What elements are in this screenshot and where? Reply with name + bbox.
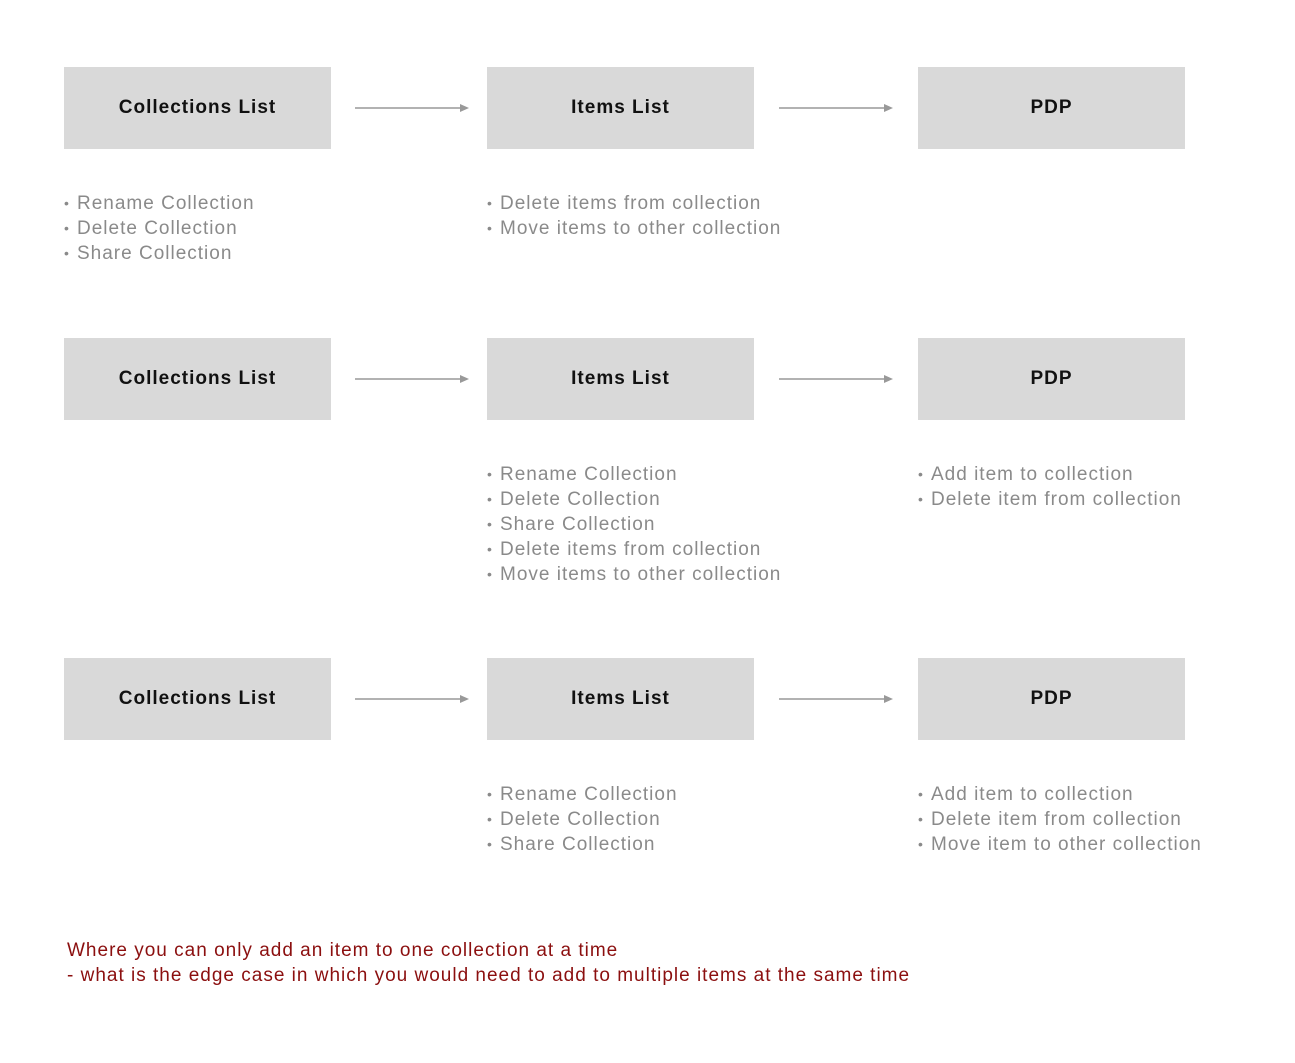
bullet-item: • Delete Collection (64, 218, 238, 239)
bullet-item: • Move item to other collection (918, 834, 1202, 855)
edge-case-note (67, 938, 1267, 988)
bullet-dot: • (918, 491, 924, 507)
node-collections-list (64, 67, 331, 149)
node-pdp (918, 658, 1185, 740)
bullet-list-items-list (487, 191, 781, 241)
flow-arrow (779, 101, 895, 115)
bullet-dot: • (64, 245, 70, 261)
bullet-dot: • (487, 786, 493, 802)
node-label: PDP (1030, 368, 1073, 389)
node-items-list (487, 338, 754, 420)
node-items-list (487, 658, 754, 740)
bullet-item: • Delete Collection (487, 489, 661, 510)
bullet-list-items-list (487, 462, 781, 587)
bullet-dot: • (487, 811, 493, 827)
node-pdp (918, 67, 1185, 149)
bullet-item: • Rename Collection (64, 193, 255, 214)
node-label: Collections List (118, 368, 277, 389)
bullet-item: • Share Collection (64, 243, 233, 264)
node-label: PDP (1030, 97, 1073, 118)
bullet-item: • Delete item from collection (918, 809, 1182, 830)
node-label: Items List (571, 368, 670, 389)
bullet-item: • Delete item from collection (918, 489, 1182, 510)
node-pdp (918, 338, 1185, 420)
note-line: Where you can only add an item to one collection at a time (67, 940, 619, 961)
bullet-item: • Move items to other collection (487, 218, 782, 239)
flow-arrow (355, 372, 471, 386)
bullet-item: • Delete items from collection (487, 539, 762, 560)
bullet-dot: • (918, 466, 924, 482)
flow-arrow (355, 101, 471, 115)
bullet-dot: • (64, 195, 70, 211)
bullet-item: • Add item to collection (918, 464, 1134, 485)
bullet-item: • Delete Collection (487, 809, 661, 830)
bullet-item: • Share Collection (487, 834, 656, 855)
node-label: Collections List (118, 688, 277, 709)
bullet-item: • Delete items from collection (487, 193, 762, 214)
bullet-item: • Rename Collection (487, 464, 678, 485)
bullet-dot: • (487, 836, 493, 852)
node-label: Collections List (118, 97, 277, 118)
bullet-dot: • (487, 466, 493, 482)
note-line: - what is the edge case in which you would need to add to multiple items at the same time (67, 965, 911, 986)
bullet-list-items-list (487, 782, 678, 857)
bullet-dot: • (64, 220, 70, 236)
bullet-item: • Rename Collection (487, 784, 678, 805)
bullet-dot: • (918, 836, 924, 852)
bullet-list-pdp (918, 462, 1182, 512)
bullet-item: • Add item to collection (918, 784, 1134, 805)
bullet-dot: • (487, 516, 493, 532)
bullet-dot: • (487, 541, 493, 557)
node-label: Items List (571, 97, 670, 118)
node-collections-list (64, 338, 331, 420)
bullet-list-pdp (918, 782, 1202, 857)
flow-arrow (779, 372, 895, 386)
bullet-dot: • (487, 220, 493, 236)
flow-arrow (355, 692, 471, 706)
node-items-list (487, 67, 754, 149)
bullet-list-collections-list (64, 191, 255, 266)
bullet-item: • Move items to other collection (487, 564, 782, 585)
bullet-item: • Share Collection (487, 514, 656, 535)
bullet-dot: • (918, 786, 924, 802)
bullet-dot: • (487, 566, 493, 582)
node-label: PDP (1030, 688, 1073, 709)
flow-arrow (779, 692, 895, 706)
node-collections-list (64, 658, 331, 740)
bullet-dot: • (487, 195, 493, 211)
bullet-dot: • (487, 491, 493, 507)
node-label: Items List (571, 688, 670, 709)
bullet-dot: • (918, 811, 924, 827)
